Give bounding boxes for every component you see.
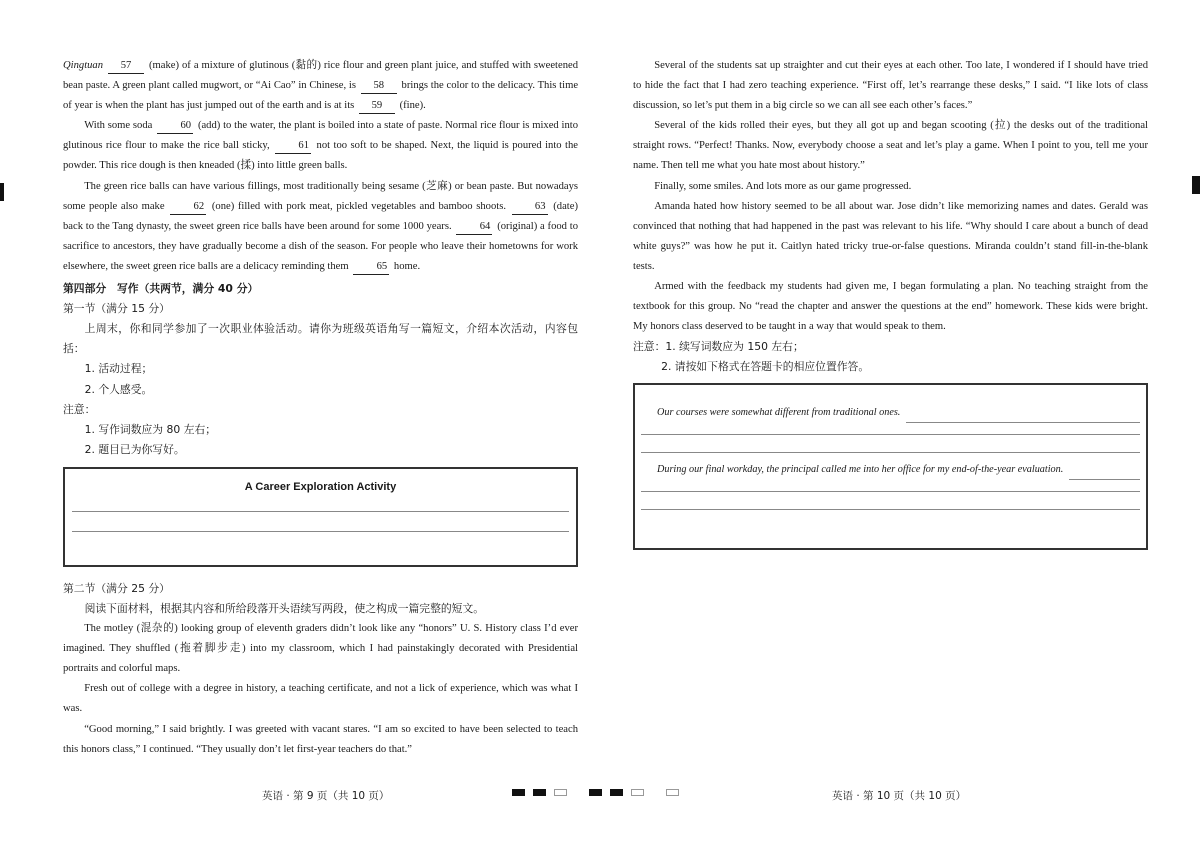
binding-mark <box>0 183 4 201</box>
answer-line[interactable] <box>641 452 1140 453</box>
mark-solid <box>589 789 602 796</box>
mark-hollow <box>554 789 567 796</box>
blank-64[interactable]: 64 <box>456 220 492 235</box>
story-paragraph: Several of the students sat up straighter and cut their eyes at each other. Too late, I wondered if I should have tried to hide the fact that I had zero teaching experience. “First off, let’s rearrange these desks,” I said. “I like lots of class discussion, so let’s put them in a big circle so we can all see each other’s faces.” <box>633 60 1148 112</box>
answer-line[interactable] <box>72 531 569 532</box>
essay-title: A Career Exploration Activity <box>244 480 397 493</box>
continuation-answer-box[interactable] <box>633 383 1148 550</box>
mark-hollow <box>666 789 679 796</box>
answer-line[interactable] <box>72 511 569 512</box>
blank-63[interactable]: 63 <box>512 200 548 215</box>
task-point: 1. 活动过程； <box>84 362 153 376</box>
story-paragraph: Fresh out of college with a degree in history, a teaching certificate, and not a lick of experience, which was what I was. <box>63 683 578 715</box>
notice-item: 1. 写作词数应为 80 左右； <box>84 422 217 436</box>
paragraph-starter-2: During our final workday, the principal called me into her office for my end-of-the-year evaluation. <box>657 460 1140 480</box>
section1-title: 第一节（满分 15 分） <box>63 302 170 316</box>
page-footer: 英语 · 第 9 页（共 10 页） <box>262 790 390 802</box>
alignment-marks <box>512 789 679 796</box>
story-paragraph: Finally, some smiles. And lots more as our game progressed. <box>654 180 912 192</box>
answer-line[interactable] <box>641 509 1140 510</box>
answer-line[interactable] <box>906 410 1140 423</box>
mark-solid <box>533 789 546 796</box>
blank-59[interactable]: 59 <box>359 99 395 114</box>
blank-57[interactable]: 57 <box>108 59 144 74</box>
story-paragraph: “Good morning,” I said brightly. I was greeted with vacant stares. “I am so excited to have been selected to teach this honors class,” I continued. “They usually don’t let first-year teachers do that.” <box>63 723 578 755</box>
section2-task: 阅读下面材料，根据其内容和所给段落开头语续写两段，使之构成一篇完整的短文。 <box>84 601 485 615</box>
passage-paragraph: The green rice balls can have various fillings, most traditionally being sesame (芝麻) or bean paste. But nowadays some people also make 62 (one) filled with pork meat, pickled vegetables and bamboo shoots. 63 (date) back to the Tang dynasty, the sweet green rice balls have been around for some 1000 years. 64 (original) a food to sacrifice to ancestors, they have gradually become a dish of the season. For people who leave their hometowns for work elsewhere, the sweet green rice balls are a delicacy reminding them 65 home. <box>63 177 578 277</box>
notice-item: 2. 题目已为你写好。 <box>84 442 185 456</box>
notice-item: 2. 请按如下格式在答题卡的相应位置作答。 <box>661 360 870 374</box>
paragraph-starter-1: Our courses were somewhat different from traditional ones. <box>657 403 1140 423</box>
section2-title: 第二节（满分 25 分） <box>63 581 170 595</box>
story-paragraph: Armed with the feedback my students had given me, I began formulating a plan. No teaching straight from the textbook for this group. No “read the chapter and answer the questions at the end” homework. These kids were bright. My honors class deserved to be taught in a way that would speak to them. <box>633 281 1148 333</box>
part4-title: 第四部分 写作（共两节，满分 40 分） <box>63 282 259 296</box>
binding-mark <box>1192 176 1200 194</box>
essay-answer-box[interactable] <box>63 467 578 567</box>
blank-61[interactable]: 61 <box>275 139 311 154</box>
blank-60[interactable]: 60 <box>157 119 193 134</box>
right-page <box>633 56 1148 550</box>
answer-line[interactable] <box>1069 467 1140 480</box>
mark-hollow <box>631 789 644 796</box>
blank-65[interactable]: 65 <box>353 260 389 275</box>
blank-62[interactable]: 62 <box>170 200 206 215</box>
page-footer: 英语 · 第 10 页（共 10 页） <box>832 790 967 802</box>
notice-label: 注意： <box>63 402 96 416</box>
blank-58[interactable]: 58 <box>361 79 397 94</box>
story-paragraph: Several of the kids rolled their eyes, but they all got up and began scooting (拉) the desks out of the traditional straight rows. “Perfect! Thanks. Now, everybody choose a seat and let’s play a game. When I point to you, tell me your name. Then tell me what you hate most about history.” <box>633 120 1148 172</box>
answer-line[interactable] <box>641 434 1140 435</box>
answer-line[interactable] <box>641 491 1140 492</box>
mark-solid <box>610 789 623 796</box>
story-paragraph: The motley (混杂的) looking group of eleventh graders didn’t look like any “honors” U. S. History class I’d ever imagined. They shuffled (拖着脚步走) into my classroom, which I had painstakingly decorated with Presidential portraits and colorful maps. <box>63 623 578 675</box>
mark-solid <box>512 789 525 796</box>
task-point: 2. 个人感受。 <box>84 382 153 396</box>
passage-paragraph: With some soda 60 (add) to the water, the plant is boiled into a state of paste. Normal rice flour is mixed into glutinous rice flour to make the rice ball sticky, 61 not too soft to be shaped. Next, the liquid is poured into the powder. This rice dough is then kneaded (揉) into little green balls. <box>63 120 578 172</box>
left-page <box>63 56 578 760</box>
section1-task: 上周末，你和同学参加了一次职业体验活动。请你为班级英语角写一篇短文，介绍本次活动，内容包括： <box>63 322 578 356</box>
notice-item: 注意：1. 续写词数应为 150 左右； <box>633 340 804 354</box>
passage-paragraph: Qingtuan 57 (make) of a mixture of glutinous (黏的) rice flour and green plant juice, and stuffed with sweetened bean paste. A green plant called mugwort, or “Ai Cao” in Chinese, is 58 brings the color to the delicacy. This time of year is when the plant has just jumped out of the earth and is at its 59 (fine). <box>63 56 578 116</box>
story-paragraph: Amanda hated how history seemed to be all about war. Jose didn’t like memorizing names and dates. Gerald was convinced that nothing that had happened in the past was relevant to his life. “Why should I care about a bunch of dead white guys?” was how he put it. Caitlyn hated tricky true-or-false questions. Miranda couldn’t stand fill-in-the-blank tests. <box>633 200 1148 272</box>
